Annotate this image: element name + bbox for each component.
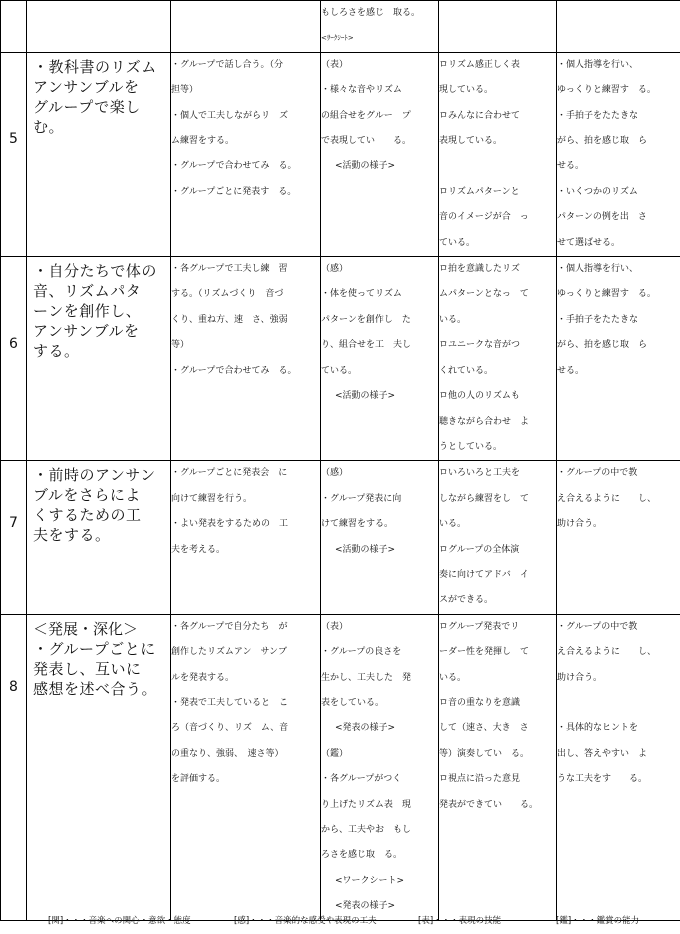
cell-number: [1, 1, 27, 53]
text-line: 向けて練習を行う。: [171, 493, 253, 504]
text-line: <ｻｰｸｼｰﾄ>: [321, 34, 354, 43]
text-line: ・体を使ってリズム: [321, 289, 402, 300]
text-line: [439, 154, 556, 179]
text-line: ロリズムパターンと: [439, 186, 520, 197]
text-line: せて選ばせる。: [557, 237, 621, 248]
text-line: ロ視点に沿った意見: [439, 774, 521, 785]
cell-support: [557, 461, 680, 614]
text-line: ・各グループがつく: [321, 774, 402, 785]
activity-line: 感想を述べ合う。: [33, 679, 158, 698]
text-line: パターンを創作し た: [321, 314, 411, 325]
activity-line: アンサンブルを: [33, 77, 140, 96]
text-line: （鑑）: [321, 748, 349, 759]
text-line: 助け合う。: [557, 519, 603, 530]
text-line: 等）: [171, 340, 190, 351]
activity-line: ブルをさらによ: [33, 486, 141, 505]
text-line: ロ拍を意識したリズ: [439, 264, 520, 275]
activity-line: くするための工: [33, 506, 142, 525]
text-line: ロみんなに合わせて: [439, 110, 521, 121]
text-line: 生かし、工夫した 発: [321, 672, 412, 683]
activity-line: ・前時のアンサン: [33, 466, 156, 485]
text-line: え合えるように し、: [557, 647, 657, 658]
text-line: ・グループごとに発表会 に: [171, 468, 288, 479]
cell-teacher: [171, 461, 321, 614]
text-line: の重なり、強弱、 速さ等）: [171, 748, 284, 759]
text-line: くれている。: [439, 365, 494, 376]
row-number: 8: [1, 614, 27, 920]
cell-activity: [27, 461, 171, 614]
text-line: 創作したリズムアン サンブ: [171, 647, 288, 658]
activity-line: 発表し、互いに: [33, 659, 142, 678]
text-line: して（速さ、大き さ: [439, 723, 529, 734]
text-line: から、工夫やお もし: [321, 825, 412, 835]
cell-criteria: [439, 1, 557, 53]
text-line: いる。: [439, 519, 467, 530]
cell-support: [557, 1, 680, 53]
text-line: がら、拍を感じ取 ら: [557, 340, 648, 351]
legend-item: [感]・・・音楽的な感受や表現の工夫: [234, 916, 377, 926]
text-line: 現している。: [439, 85, 494, 96]
text-line: スができる。: [439, 595, 494, 606]
text-line: ロ音の重なりを意識: [439, 697, 521, 708]
text-line: ている。: [321, 365, 358, 376]
cell-criteria: [439, 257, 557, 461]
text-line: ・いくつかのリズム: [557, 186, 638, 197]
text-line: （感）: [321, 264, 349, 275]
cell-support: [557, 614, 680, 920]
text-line: り上げたリズム表 現: [321, 799, 411, 810]
cell-activity: [27, 52, 171, 256]
text-line: を評価する。: [171, 774, 226, 785]
text-line: <発表の様子>: [335, 901, 396, 912]
cell-teacher: [171, 614, 321, 920]
text-line: 担等）: [171, 85, 199, 96]
text-line: 表をしている。: [321, 697, 385, 708]
text-line: がら、拍を感じ取 ら: [557, 136, 648, 147]
table-row-top: [1, 1, 680, 53]
text-line: ・グループごとに発表す る。: [171, 186, 297, 197]
text-line: くり、重ね方、速 さ、強弱: [171, 314, 288, 325]
text-line: ログループ発表でリ: [439, 621, 520, 632]
text-line: <活動の様子>: [335, 544, 396, 555]
text-line: 助け合う。: [557, 672, 603, 683]
text-line: ロユニークな音がつ: [439, 340, 521, 351]
text-line: 表現している。: [439, 136, 503, 147]
cell-support: [557, 257, 680, 461]
text-line: ログループの全体演: [439, 544, 520, 555]
cell-evaluation: [321, 257, 439, 461]
legend-item: [鑑]・・・鑑賞の能力: [556, 916, 640, 926]
text-line: ・グループで話し合う。（分: [171, 59, 284, 70]
cell-support: [557, 52, 680, 256]
text-line: ・グループの中で教: [557, 468, 638, 479]
text-line: うな工夫をす る。: [557, 774, 648, 785]
table-row: [1, 614, 680, 920]
text-line: もしろさを感じ 取る。: [321, 8, 421, 18]
text-line: ルを発表する。: [171, 672, 235, 683]
text-line: え合えるように し、: [557, 493, 657, 504]
text-line: 出し、答えやすい よ: [557, 748, 648, 759]
text-line: 夫を考える。: [171, 544, 226, 555]
text-line: <発表の様子>: [335, 723, 396, 734]
text-line: ムパターンとなっ て: [439, 289, 529, 300]
text-line: ・よい発表をするための 工: [171, 519, 289, 530]
table-row: [1, 257, 680, 461]
text-line: しながら練習をし て: [439, 493, 530, 504]
cell-evaluation: [321, 614, 439, 920]
text-line: ・具体的なヒントを: [557, 723, 639, 734]
legend-item: [関]・・・音楽への関心・意欲・態度: [48, 916, 191, 926]
text-line: ・グループで合わせてみ る。: [171, 161, 297, 172]
text-line: ロリズム感正しく表: [439, 59, 520, 70]
text-line: ・様々な音やリズム: [321, 85, 402, 96]
text-line: （表）: [321, 621, 349, 632]
cell-teacher: [171, 52, 321, 256]
activity-line: ーンを創作し、: [33, 302, 142, 321]
text-line: ・グループの良さを: [321, 647, 402, 658]
text-line: [557, 691, 680, 716]
text-line: ・手拍子をたたきな: [557, 314, 639, 325]
activity-line: 夫をする。: [33, 526, 111, 545]
text-line: ・各グループで自分たち が: [171, 621, 288, 632]
text-line: せる。: [557, 365, 585, 376]
text-line: ・個人指導を行い、: [557, 264, 639, 275]
activity-heading: ＜発展・深化＞: [33, 619, 139, 638]
table-row: [1, 52, 680, 256]
text-line: ーダー性を発揮し て: [439, 647, 530, 658]
text-line: パターンの例を出 さ: [557, 212, 647, 223]
text-line: （感）: [321, 468, 349, 479]
text-line: <ワークシート>: [335, 875, 405, 886]
text-line: いる。: [439, 314, 467, 325]
text-line: ゆっくりと練習す る。: [557, 289, 656, 300]
text-line: ・発表で工夫していると こ: [171, 697, 289, 708]
row-number: 6: [1, 257, 27, 461]
cell-activity: [27, 614, 171, 920]
row-number: 5: [1, 52, 27, 256]
cell-activity: [27, 1, 171, 53]
cell-teacher: [171, 1, 321, 53]
text-line: ・グループで合わせてみ る。: [171, 365, 297, 376]
activity-line: ・グループごとに: [33, 639, 156, 658]
activity-line: む。: [33, 117, 65, 136]
table-row: [1, 461, 680, 614]
row-number: 7: [1, 461, 27, 614]
text-line: 聴きながら合わせ よ: [439, 416, 530, 427]
text-line: する。（リズムづくり 音づ: [171, 289, 284, 300]
legend-footer: [0, 908, 680, 934]
text-line: ロ他の人のリズムも: [439, 391, 520, 402]
text-line: ・個人指導を行い、: [557, 59, 639, 70]
cell-teacher: [171, 257, 321, 461]
text-line: の組合せをグルー プ: [321, 110, 411, 121]
cell-evaluation: [321, 461, 439, 614]
activity-line: アンサンブルを: [33, 322, 140, 341]
text-line: ・グループ発表に向: [321, 493, 402, 504]
cell-evaluation: [321, 52, 439, 256]
text-line: ム練習をする。: [171, 136, 235, 147]
cell-criteria: [439, 614, 557, 920]
activity-line: ・自分たちで体の: [33, 262, 157, 281]
text-line: いる。: [439, 672, 467, 683]
activity-line: する。: [33, 342, 80, 361]
text-line: <活動の様子>: [335, 391, 396, 402]
cell-evaluation: [321, 1, 439, 53]
text-line: （表）: [321, 59, 349, 70]
text-line: ゆっくりと練習す る。: [557, 85, 656, 96]
text-line: けて練習をする。: [321, 519, 394, 530]
legend-item: [表]・・・表現の技能: [418, 916, 502, 926]
activity-line: グループで楽し: [33, 97, 141, 116]
text-line: り、組合せを工 夫し: [321, 340, 412, 351]
text-line: うとしている。: [439, 441, 503, 452]
cell-criteria: [439, 461, 557, 614]
text-line: ・各グループで工夫し練 習: [171, 264, 288, 275]
text-line: 発表ができてい る。: [439, 799, 539, 810]
cell-activity: [27, 257, 171, 461]
text-line: <活動の様子>: [335, 161, 396, 172]
text-line: 奏に向けてアドバ イ: [439, 569, 529, 580]
text-line: ロいろいろと工夫を: [439, 468, 521, 479]
text-line: で表現してい る。: [321, 136, 412, 147]
text-line: ・グループの中で教: [557, 621, 638, 632]
text-line: 等）演奏してい る。: [439, 748, 530, 759]
text-line: ろ（音づくり、リズ ム、音: [171, 723, 289, 734]
activity-line: 音、リズムパタ: [33, 282, 142, 301]
cell-criteria: [439, 52, 557, 256]
text-line: せる。: [557, 161, 585, 172]
text-line: ろさを感じ取 る。: [321, 850, 403, 861]
text-line: ・手拍子をたたきな: [557, 110, 639, 121]
text-line: 音のイメージが合 っ: [439, 212, 529, 223]
text-line: ・個人で工夫しながらリ ズ: [171, 110, 289, 121]
activity-line: ・教科書のリズム: [33, 57, 157, 76]
text-line: ている。: [439, 237, 476, 248]
